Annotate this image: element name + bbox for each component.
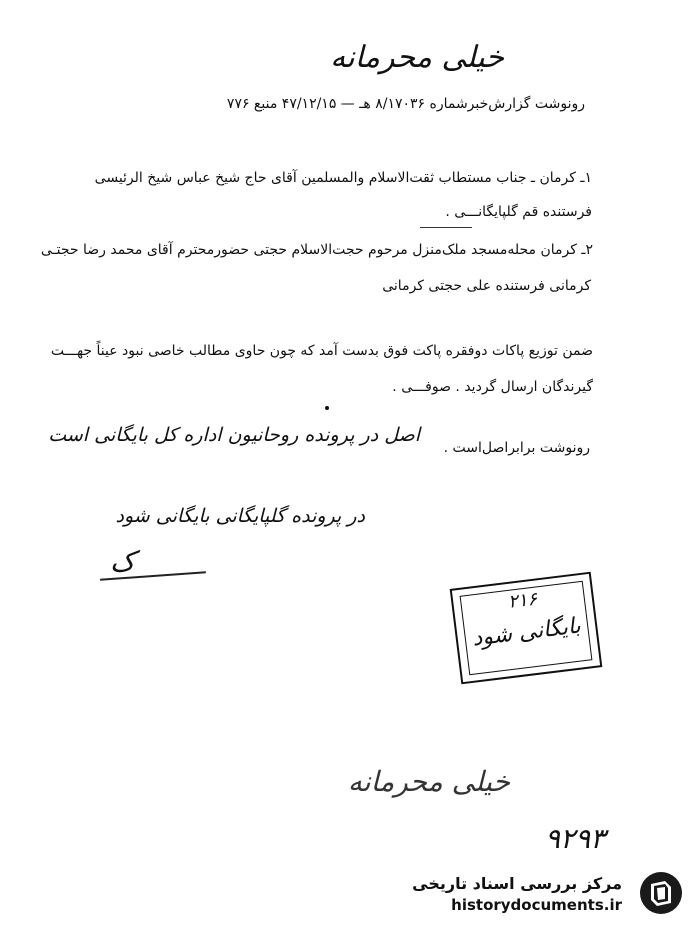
underline-mark: [420, 227, 472, 228]
handwritten-note-2: در پرونده گلپایگانی بایگانی شود: [115, 505, 365, 527]
footer-classification: خیلی محرمانه: [347, 765, 510, 798]
handwritten-note-1: اصل در پرونده روحانیون اداره کل بایگانی است: [48, 424, 420, 446]
recipient-item-1-line-2: فرستنده قم گلپایگانـــی .: [445, 204, 592, 220]
recipient-item-2-line-1: ۲ـ کرمان محله‌مسجد ملک‌منزل مرحوم حجت‌الاسلام حجتی حضورمحترم آقای محمد رضا حجتـی: [40, 242, 593, 258]
handwritten-signature: ک: [110, 545, 136, 578]
page-number: ۹۲۹۳: [545, 822, 606, 855]
watermark-brand: [412, 868, 690, 920]
stamp-number: ۲۱۶: [506, 588, 539, 613]
recipient-item-1-line-1: ۱ـ کرمان ـ جناب مستطاب ثقت‌الاسلام والمسلمین آقای حاج شیخ عباس شیخ الرئیسی: [94, 170, 592, 186]
certified-copy-note: رونوشت برابراصل‌است .: [443, 440, 590, 456]
watermark-url: historydocuments.ir: [451, 896, 622, 914]
reference-line: رونوشت گزارش‌خبرشماره ۸/۱۷۰۳۶ هـ — ۴۷/۱۲/۱۵ منبع ۷۷۶: [226, 96, 585, 112]
stamp-text: بایگانی شود: [470, 613, 583, 652]
classification-header: خیلی محرمانه: [330, 40, 504, 75]
report-body-line-1: ضمن توزیع پاکات دوفقره پاکت فوق بدست آمد که چون حاوی مطالب خاصی نبود عیناً جهـــت: [50, 343, 593, 359]
archive-stamp: [450, 572, 603, 685]
ink-dot: [325, 406, 329, 410]
report-body-line-2: گیرندگان ارسال گردید . صوفـــی .: [392, 379, 593, 395]
archive-logo-icon: [638, 870, 684, 916]
watermark-name: مرکز بررسی اسناد تاریخی: [412, 874, 622, 893]
recipient-item-2-line-2: کرمانی فرستنده علی حجتی کرمانی: [382, 278, 591, 294]
